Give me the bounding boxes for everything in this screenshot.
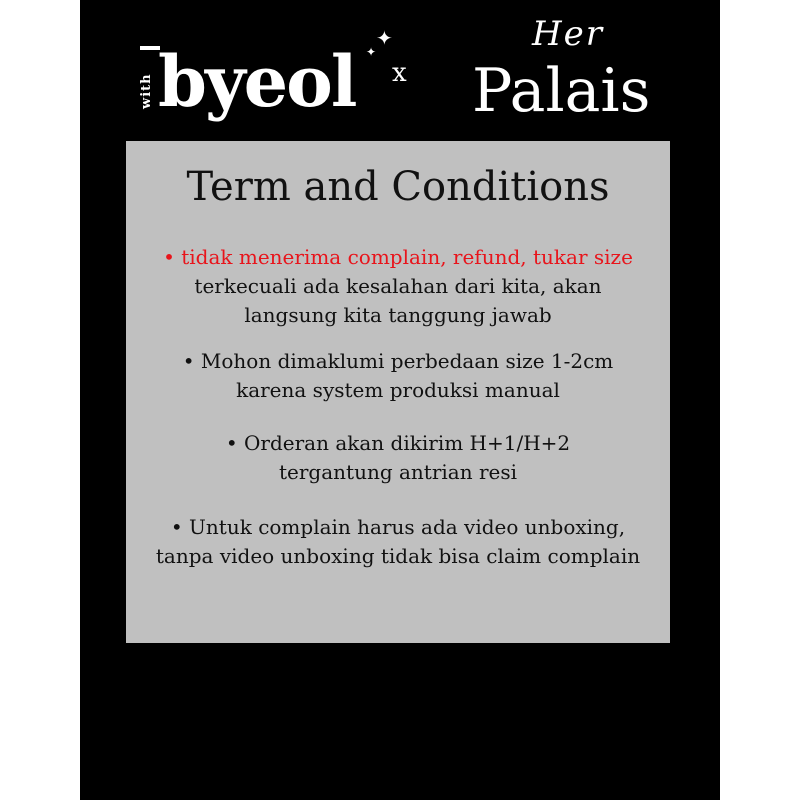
terms-line: • Mohon dimaklumi perbedaan size 1-2cm (182, 349, 614, 373)
terms-item (126, 347, 670, 405)
terms-item (126, 513, 670, 571)
sparkle-icon: ✦ (376, 26, 393, 50)
byeol-logo (136, 40, 356, 132)
terms-line: langsung kita tanggung jawab (244, 303, 552, 327)
terms-line: • Orderan akan dikirim H+1/H+2 (225, 431, 571, 455)
terms-line: terkecuali ada kesalahan dari kita, akan (194, 274, 602, 298)
logo-name: byeol (158, 40, 356, 123)
partner-script: Her (531, 14, 605, 54)
terms-item (126, 243, 670, 330)
terms-line: • Untuk complain harus ada video unboxing, (170, 515, 626, 539)
collab-separator: x (392, 58, 407, 88)
panel-title: Term and Conditions (186, 164, 610, 210)
logo-prefix: with (139, 73, 154, 109)
sparkle-small-icon: ✦ (366, 45, 377, 59)
terms-line: • tidak menerima complain, refund, tukar size (163, 245, 633, 269)
terms-line: tergantung antrian resi (278, 460, 518, 484)
terms-line: karena system produksi manual (236, 378, 560, 402)
terms-line: tanpa video unboxing tidak bisa claim complain (155, 544, 641, 568)
terms-item (126, 429, 670, 487)
poster (80, 0, 720, 800)
partner-logo-name: Palais (472, 56, 651, 126)
terms-panel (126, 141, 670, 643)
